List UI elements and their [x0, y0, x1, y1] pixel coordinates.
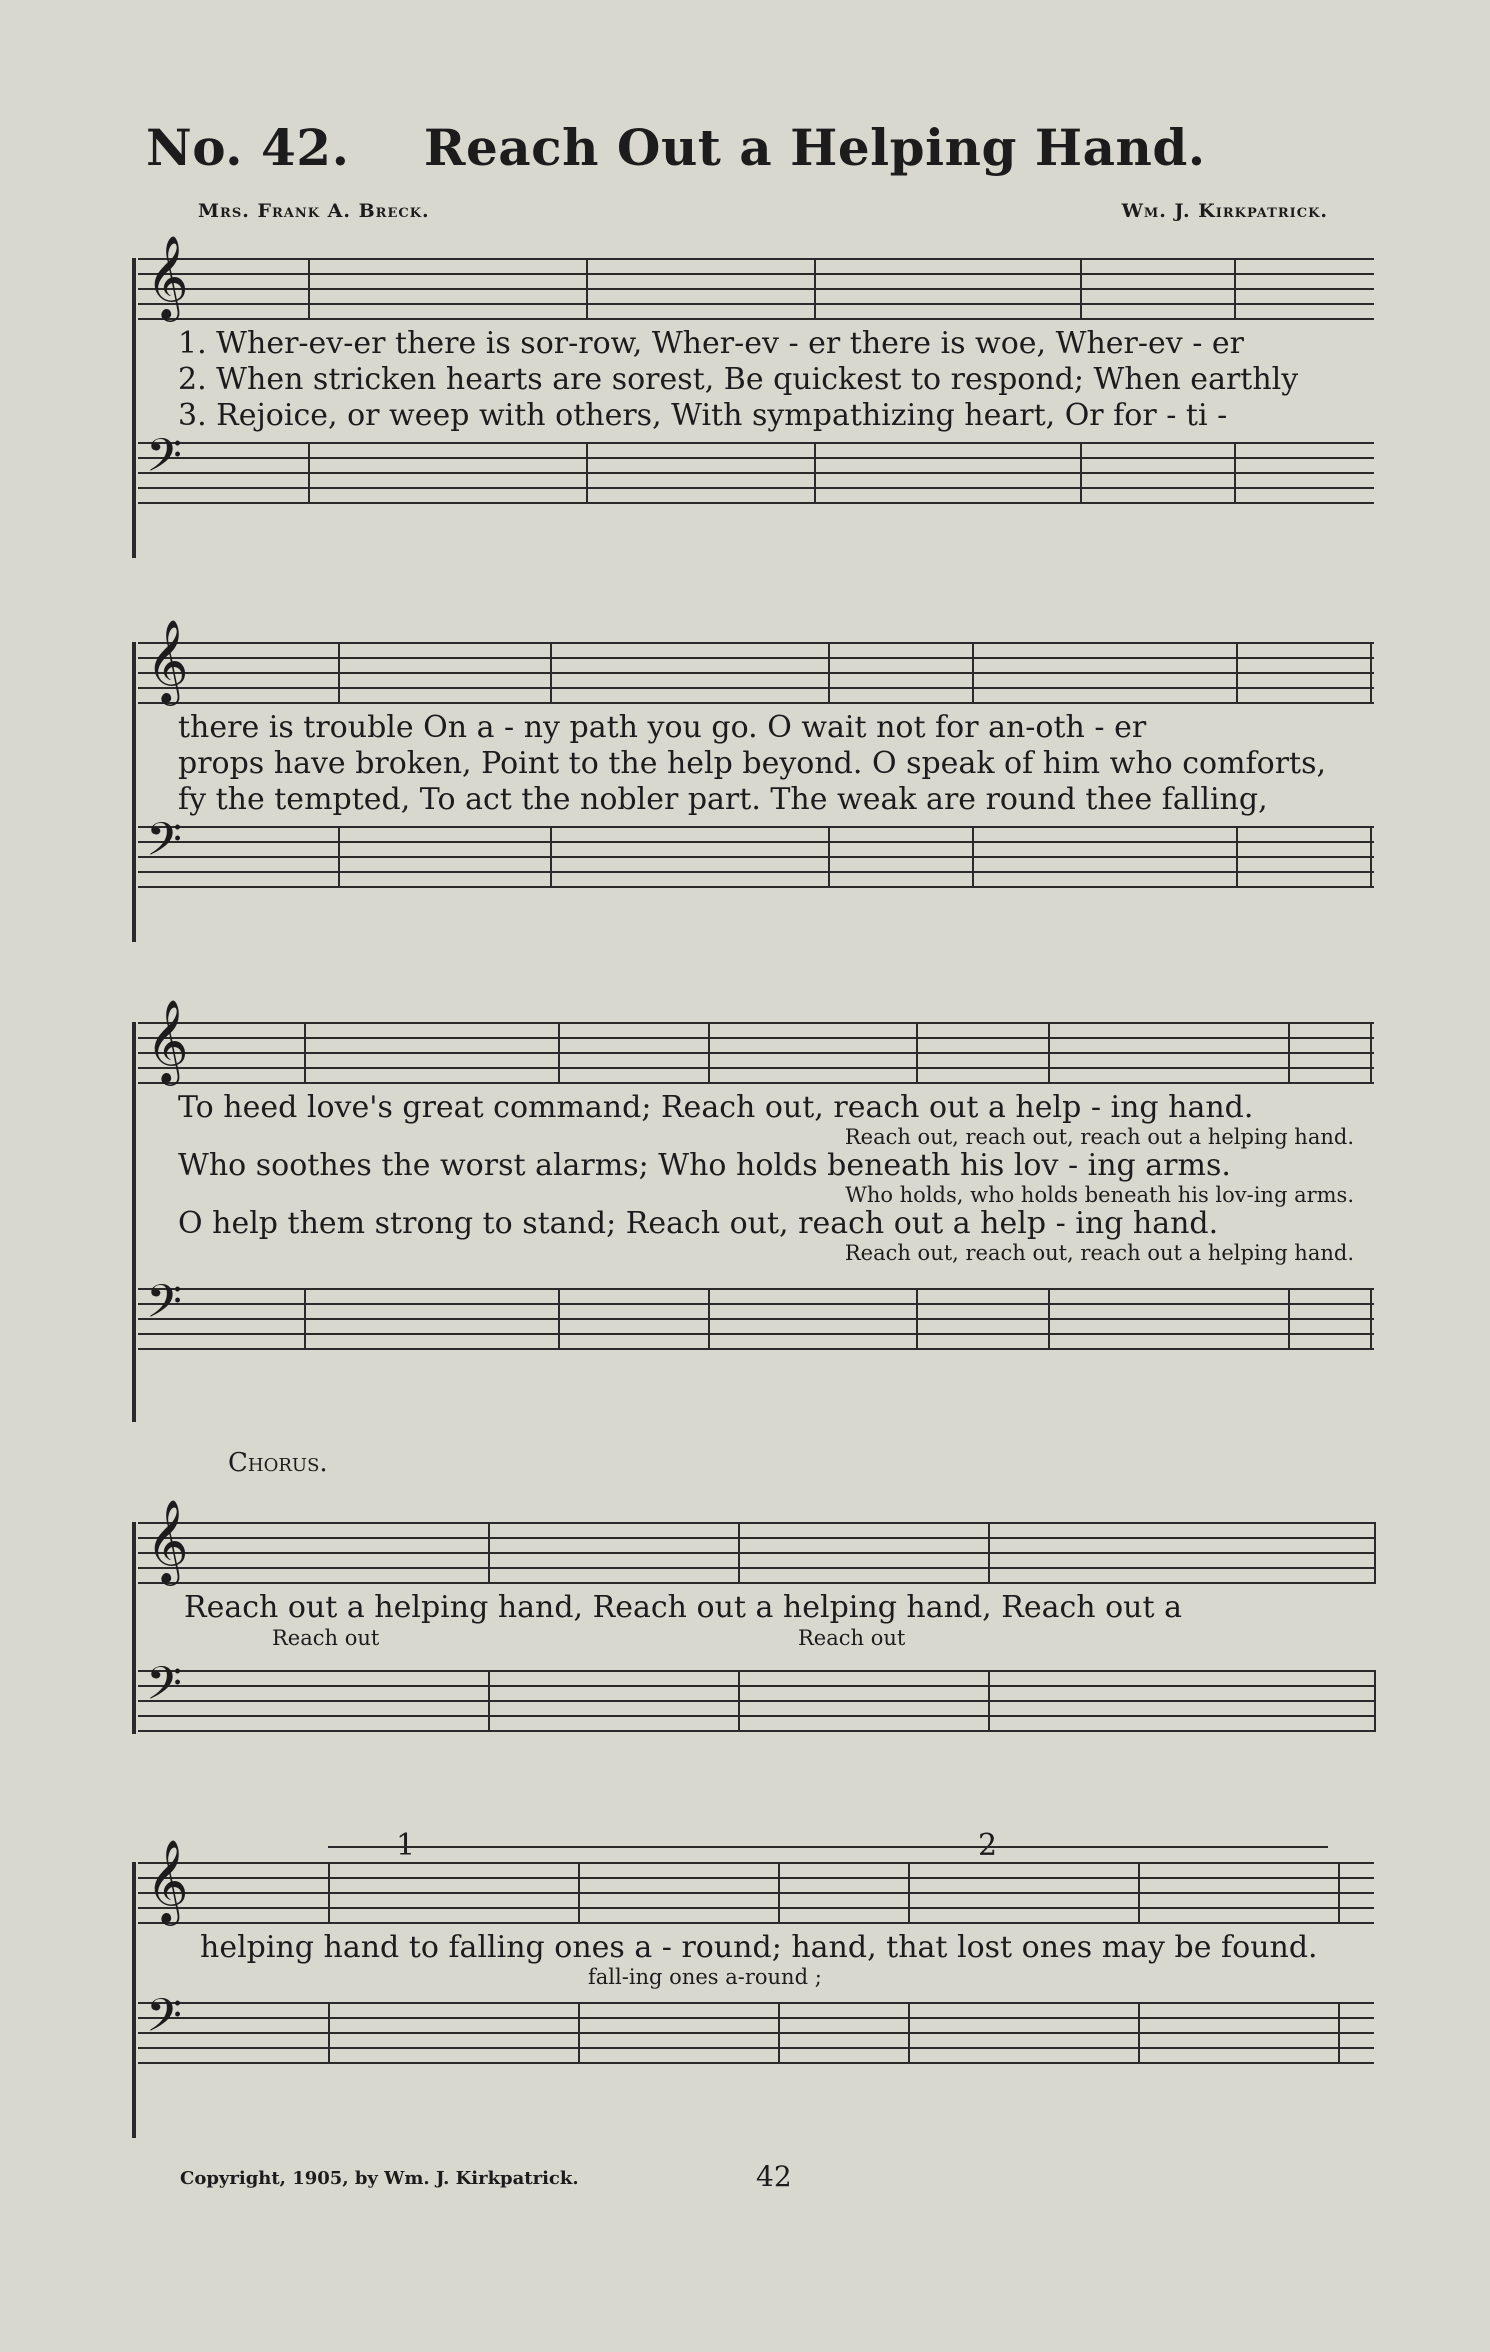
music-system-chorus — [138, 1448, 1374, 1730]
verse-lyrics — [178, 1090, 1374, 1264]
treble-staff — [138, 998, 1374, 1082]
verse-2-line: Who soothes the worst alarms; Who holds beneath his lov - ing arms. — [178, 1148, 1231, 1183]
copyright-notice: Copyright, 1905, by Wm. J. Kirkpatrick. — [180, 2168, 579, 2189]
final-line: helping hand to falling ones a - round; hand, that lost ones may be found. — [200, 1930, 1318, 1965]
treble-staff — [138, 1838, 1374, 1922]
verse-2-line: 2. When stricken hearts are sorest, Be quickest to respond; When earthly — [178, 362, 1299, 397]
bass-clef-icon: 𝄢 — [146, 1275, 183, 1340]
music-system-2 — [138, 618, 1374, 886]
chorus-lyrics — [184, 1590, 1374, 1648]
lyricist-credit: Mrs. Frank A. Breck. — [198, 200, 430, 222]
verse-1-line: To heed love's great command; Reach out, reach out a help - ing hand. — [178, 1090, 1254, 1125]
treble-clef-icon: 𝄞 — [146, 1838, 189, 1922]
verse-1-echo: Reach out, reach out, reach out a helping hand. — [844, 1125, 1354, 1149]
verse-3-line: 3. Rejoice, or weep with others, With sympathizing heart, Or for - ti - — [178, 398, 1228, 433]
verse-3-echo: Reach out, reach out, reach out a helping hand. — [844, 1241, 1354, 1265]
verse-lyrics — [178, 710, 1374, 818]
bass-staff — [138, 813, 1374, 886]
page-number: 42 — [756, 2160, 792, 2193]
final-echo: fall-ing ones a-round ; — [588, 1965, 822, 1989]
bass-staff — [138, 1657, 1374, 1730]
music-system-final — [138, 1838, 1374, 2062]
verse-1-line: there is trouble On a - ny path you go. O wait not for an-oth - er — [178, 710, 1147, 745]
verse-3-line: O help them strong to stand; Reach out, reach out a help - ing hand. — [178, 1206, 1219, 1241]
bass-clef-icon: 𝄢 — [146, 1989, 183, 2054]
treble-clef-icon: 𝄞 — [146, 234, 189, 318]
verse-3-line: fy the tempted, To act the nobler part. The weak are round thee falling, — [178, 782, 1268, 817]
bass-clef-icon: 𝄢 — [146, 1657, 183, 1722]
chorus-line-1: Reach out a helping hand, Reach out a helping hand, Reach out a — [184, 1590, 1182, 1625]
chorus-label: Chorus. — [228, 1448, 328, 1478]
bass-staff — [138, 1989, 1374, 2062]
bass-staff — [138, 1275, 1374, 1348]
bass-staff — [138, 429, 1374, 502]
music-system-3 — [138, 998, 1374, 1348]
verse-1-line: 1. Wher-ev-er there is sor-row, Wher-ev - er there is woe, Wher-ev - er — [178, 326, 1245, 361]
bass-clef-icon: 𝄢 — [146, 813, 183, 878]
verse-2-line: props have broken, Point to the help beyond. O speak of him who comforts, — [178, 746, 1327, 781]
treble-staff — [138, 234, 1374, 318]
chorus-echo-a: Reach out — [272, 1626, 380, 1650]
treble-clef-icon: 𝄞 — [146, 618, 189, 702]
treble-staff — [138, 1498, 1374, 1582]
chorus-echo-b: Reach out — [798, 1626, 906, 1650]
hymn-title: Reach Out a Helping Hand. — [423, 118, 1206, 177]
bass-clef-icon: 𝄢 — [146, 429, 183, 494]
treble-clef-icon: 𝄞 — [146, 1498, 189, 1582]
verse-2-echo: Who holds, who holds beneath his lov-ing arms. — [845, 1183, 1354, 1207]
music-system-1 — [138, 234, 1374, 502]
verse-lyrics — [178, 326, 1374, 434]
final-lyrics — [200, 1930, 1374, 1988]
hymn-title-row — [146, 118, 1206, 177]
composer-credit: Wm. J. Kirkpatrick. — [1121, 200, 1328, 222]
hymn-number: No. 42. — [146, 118, 350, 177]
treble-staff — [138, 618, 1374, 702]
treble-clef-icon: 𝄞 — [146, 998, 189, 1082]
